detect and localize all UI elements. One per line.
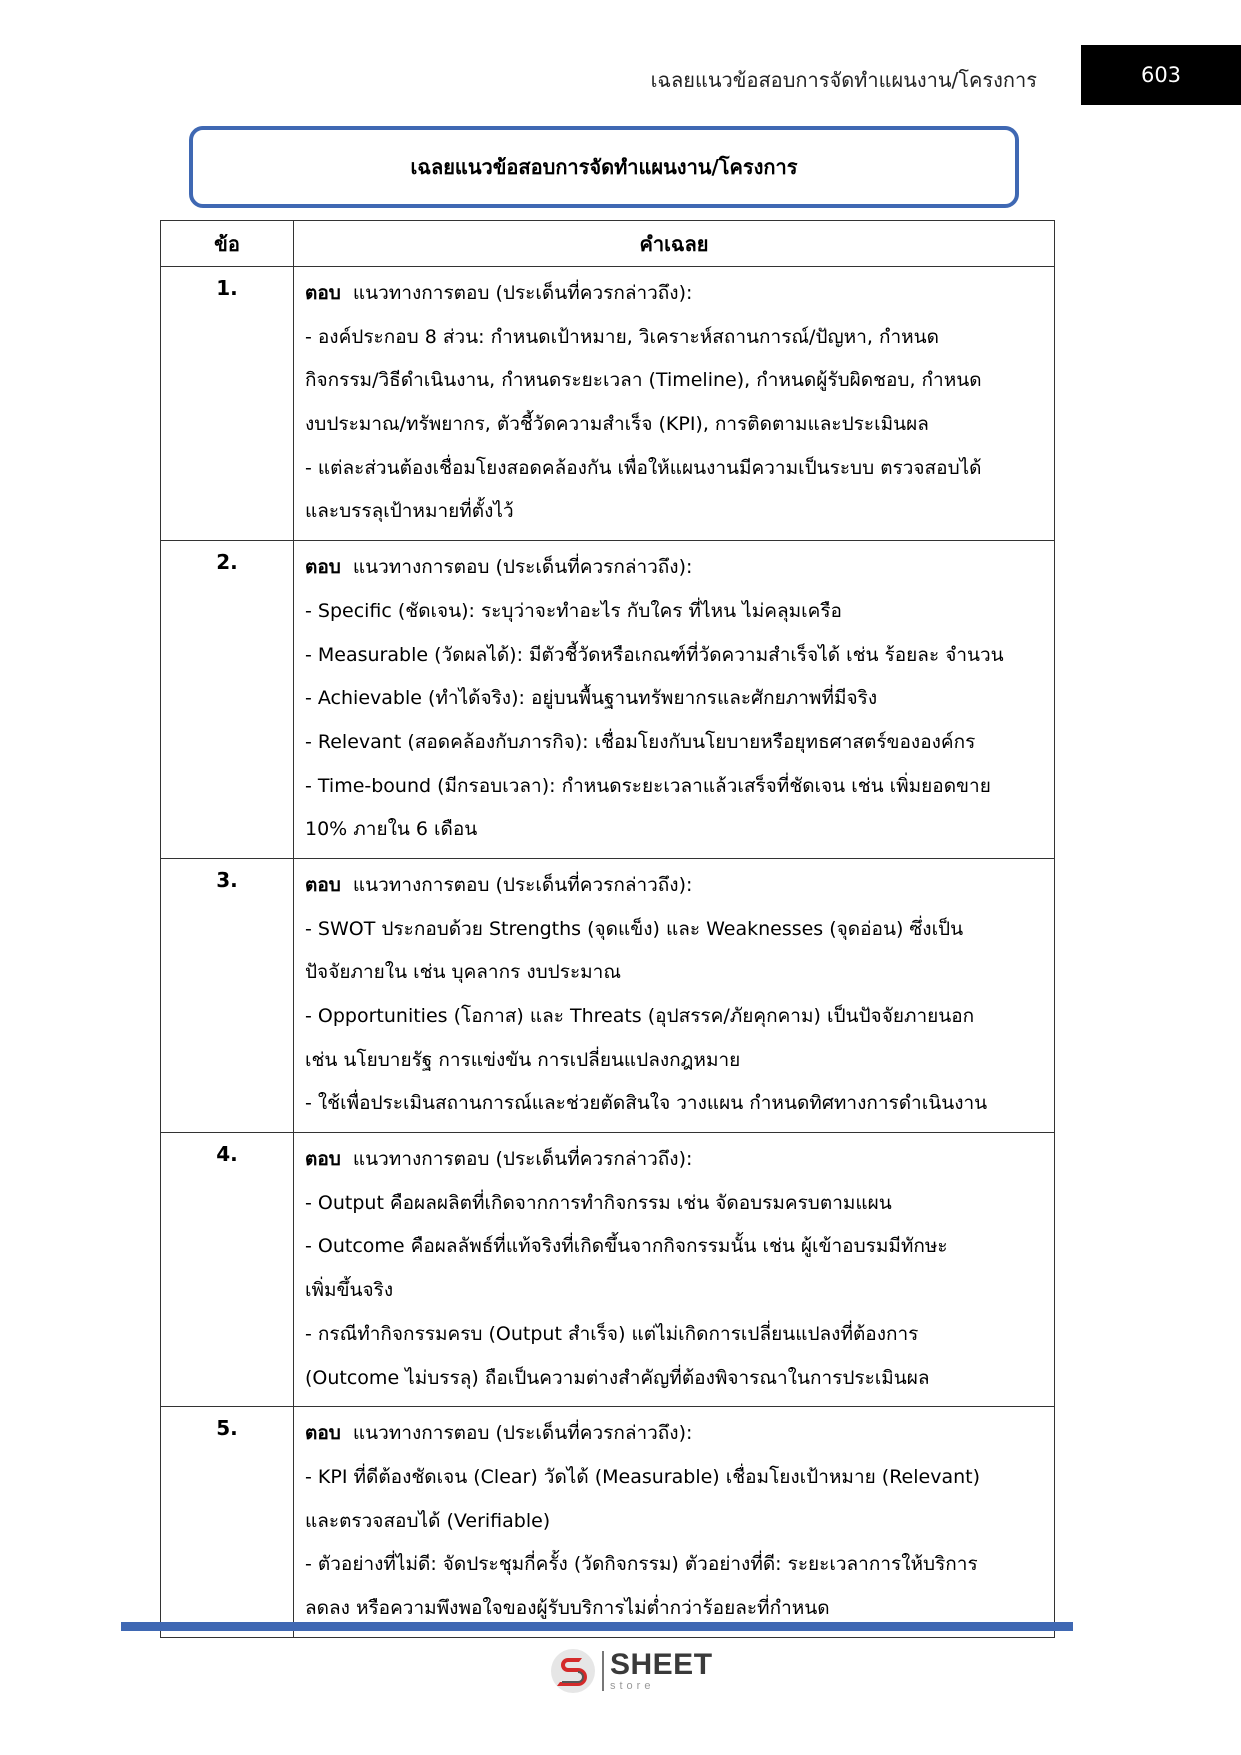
- answer-cell: [294, 858, 1055, 1132]
- row-number: 4.: [161, 1133, 294, 1407]
- answer-intro: แนวทางการตอบ (ประเด็นที่ควรกล่าวถึง):: [352, 873, 693, 896]
- answer-intro-line: [305, 546, 1044, 590]
- row-number: 3.: [161, 858, 294, 1132]
- page-title-box: [189, 126, 1019, 208]
- row-number: 5.: [161, 1407, 294, 1637]
- answer-line: - Specific (ชัดเจน): ระบุว่าจะทำอะไร กับใคร ที่ไหน ไม่คลุมเครือ: [305, 599, 842, 622]
- page-number: 603: [1081, 45, 1241, 105]
- answer-line: และบรรลุเป้าหมายที่ตั้งไว้: [305, 500, 514, 523]
- answer-lead-label: ตอบ: [305, 1422, 341, 1445]
- table-header-row: [161, 221, 1055, 267]
- answer-line: - SWOT ประกอบด้วย Strengths (จุดแข็ง) และ Weaknesses (จุดอ่อน) ซึ่งเป็น: [305, 917, 964, 940]
- answer-line: 10% ภายใน 6 เดือน: [305, 818, 478, 841]
- answer-line: - ใช้เพื่อประเมินสถานการณ์และช่วยตัดสินใจ วางแผน กำหนดทิศทางการดำเนินงาน: [305, 1092, 988, 1115]
- answer-line: เพิ่มขึ้นจริง: [305, 1279, 394, 1302]
- answer-cell: [294, 541, 1055, 859]
- logo-main-text: SHEET: [610, 1648, 713, 1681]
- answer-lead-label: ตอบ: [305, 282, 341, 304]
- answer-line: ลดลง หรือความพึงพอใจของผู้รับบริการไม่ต่ำกว่าร้อยละที่กำหนด: [305, 1596, 830, 1619]
- answer-line: และตรวจสอบได้ (Verifiable): [305, 1509, 551, 1532]
- table-row: [161, 541, 1055, 859]
- answer-line: - Output คือผลผลิตที่เกิดจากการทำกิจกรรม เช่น จัดอบรมครบตามแผน: [305, 1191, 892, 1214]
- sheet-store-s-icon: [548, 1646, 598, 1696]
- answer-intro-line: [305, 272, 1044, 316]
- row-number: 2.: [161, 541, 294, 859]
- answer-intro: แนวทางการตอบ (ประเด็นที่ควรกล่าวถึง):: [352, 1422, 693, 1445]
- answer-lead-label: ตอบ: [305, 873, 341, 896]
- page-title: เฉลยแนวข้อสอบการจัดทำแผนงาน/โครงการ: [410, 155, 798, 179]
- sheet-store-logo: [548, 1646, 718, 1696]
- column-header-no: ข้อ: [161, 221, 294, 267]
- running-header-title: เฉลยแนวข้อสอบการจัดทำแผนงาน/โครงการ: [650, 68, 1037, 92]
- answer-line: - องค์ประกอบ 8 ส่วน: กำหนดเป้าหมาย, วิเคราะห์สถานการณ์/ปัญหา, กำหนด: [305, 325, 939, 348]
- answer-line: - Opportunities (โอกาส) และ Threats (อุปสรรค/ภัยคุกคาม) เป็นปัจจัยภายนอก: [305, 1005, 975, 1027]
- answer-line: ปัจจัยภายใน เช่น บุคลากร งบประมาณ: [305, 961, 621, 984]
- logo-wordmark: [610, 1650, 713, 1692]
- answer-line: - Outcome คือผลลัพธ์ที่แท้จริงที่เกิดขึ้นจากกิจกรรมนั้น เช่น ผู้เข้าอบรมมีทักษะ: [305, 1235, 948, 1258]
- table-row: [161, 1133, 1055, 1407]
- answer-cell: [294, 1407, 1055, 1637]
- answer-line: - ตัวอย่างที่ไม่ดี: จัดประชุมกี่ครั้ง (วัดกิจกรรม) ตัวอย่างที่ดี: ระยะเวลาการให้บริการ: [305, 1553, 978, 1576]
- answer-intro-line: [305, 1412, 1044, 1456]
- row-number: 1.: [161, 267, 294, 541]
- answer-line: - แต่ละส่วนต้องเชื่อมโยงสอดคล้องกัน เพื่อให้แผนงานมีความเป็นระบบ ตรวจสอบได้: [305, 456, 982, 479]
- table-row: [161, 267, 1055, 541]
- answer-line: - Measurable (วัดผลได้): มีตัวชี้วัดหรือเกณฑ์ที่วัดความสำเร็จได้ เช่น ร้อยละ จำนวน: [305, 643, 1004, 666]
- answer-line: เช่น นโยบายรัฐ การแข่งขัน การเปลี่ยนแปลงกฎหมาย: [305, 1048, 741, 1071]
- table-row: [161, 1407, 1055, 1637]
- answer-line: - KPI ที่ดีต้องชัดเจน (Clear) วัดได้ (Measurable) เชื่อมโยงเป้าหมาย (Relevant): [305, 1465, 981, 1488]
- answer-intro: แนวทางการตอบ (ประเด็นที่ควรกล่าวถึง):: [352, 556, 693, 579]
- answer-line: งบประมาณ/ทรัพยากร, ตัวชี้วัดความสำเร็จ (KPI), การติดตามและประเมินผล: [305, 413, 929, 436]
- footer-divider: [121, 1622, 1073, 1631]
- answer-intro-line: [305, 864, 1044, 908]
- answer-cell: [294, 267, 1055, 541]
- answer-intro-line: [305, 1138, 1044, 1182]
- answer-line: - Achievable (ทำได้จริง): อยู่บนพื้นฐานทรัพยากรและศักยภาพที่มีจริง: [305, 687, 878, 710]
- answer-lead-label: ตอบ: [305, 1148, 341, 1171]
- column-header-answer: คำเฉลย: [294, 221, 1055, 267]
- answer-line: - Relevant (สอดคล้องกับภารกิจ): เชื่อมโยงกับนโยบายหรือยุทธศาสตร์ขององค์กร: [305, 730, 976, 753]
- answer-intro: แนวทางการตอบ (ประเด็นที่ควรกล่าวถึง):: [352, 1148, 693, 1171]
- table-row: [161, 858, 1055, 1132]
- answer-line: - Time-bound (มีกรอบเวลา): กำหนดระยะเวลาแล้วเสร็จที่ชัดเจน เช่น เพิ่มยอดขาย: [305, 774, 991, 797]
- answer-rows: [161, 267, 1055, 1638]
- answer-intro: แนวทางการตอบ (ประเด็นที่ควรกล่าวถึง):: [352, 282, 693, 304]
- answer-line: - กรณีทำกิจกรรมครบ (Output สำเร็จ) แต่ไม่เกิดการเปลี่ยนแปลงที่ต้องการ: [305, 1322, 919, 1345]
- answer-lead-label: ตอบ: [305, 556, 341, 579]
- answer-line: กิจกรรม/วิธีดำเนินงาน, กำหนดระยะเวลา (Timeline), กำหนดผู้รับผิดชอบ, กำหนด: [305, 369, 982, 392]
- answer-cell: [294, 1133, 1055, 1407]
- logo-sub-text: store: [610, 1680, 655, 1692]
- logo-separator: [602, 1651, 604, 1691]
- answer-table: [160, 220, 1055, 1638]
- answer-line: (Outcome ไม่บรรลุ) ถือเป็นความต่างสำคัญที่ต้องพิจารณาในการประเมินผล: [305, 1366, 930, 1389]
